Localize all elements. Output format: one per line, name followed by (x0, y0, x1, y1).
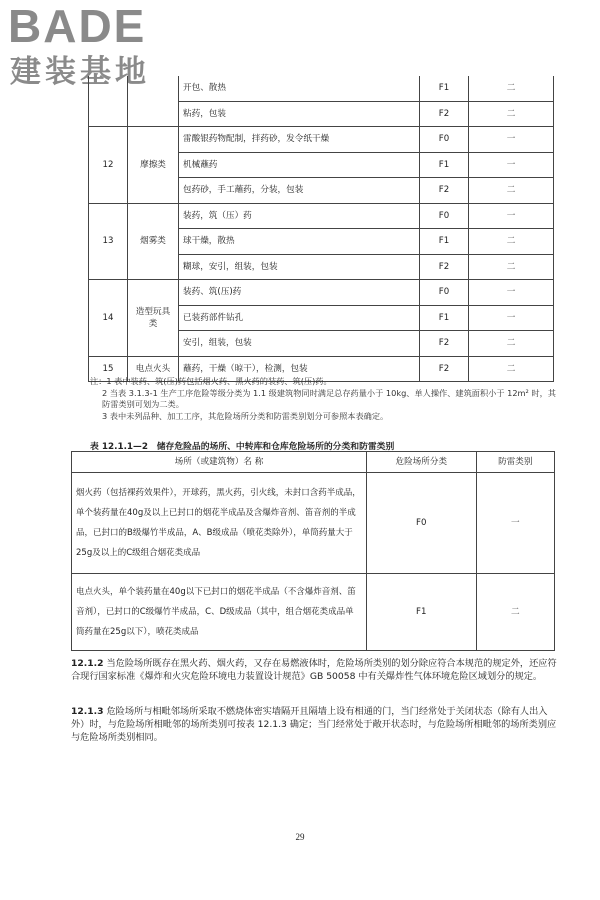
header-hazard: 危险场所分类 (367, 452, 477, 473)
note-1: 注：1 表中装药、筑(压)药包括烟火药、黑火药的装药、筑(压)药。 (90, 376, 332, 386)
cell-class: 二 (469, 101, 554, 127)
paragraph-12-1-2 (71, 657, 561, 683)
logo-chinese: 建装基地 (10, 54, 150, 90)
cell-num: 14 (89, 280, 128, 357)
cell-hazard: F0 (367, 473, 477, 574)
cell-category: 烟雾类 (128, 203, 179, 280)
cell-process: 雷酸银药物配制，拌药砂，发令纸干燥 (179, 127, 420, 153)
cell-num: 12 (89, 127, 128, 204)
cell-hazard: F1 (420, 229, 469, 255)
table-header-row (72, 452, 555, 473)
cell-hazard: F0 (420, 203, 469, 229)
cell-class: 一 (469, 203, 554, 229)
header-class: 防雷类别 (476, 452, 554, 473)
table-row (89, 203, 554, 229)
cell-process: 已装药部件钻孔 (179, 305, 420, 331)
cell-class: 二 (469, 76, 554, 101)
cell-process: 球干燥，散热 (179, 229, 420, 255)
table-caption: 表 12.1.1—2 储存危险品的场所、中转库和仓库危险场所的分类和防雷类别 (90, 442, 395, 452)
cell-process: 蘸药，干燥（晾干），检测，包装 (179, 356, 420, 382)
clause-number: 12.1.3 (71, 706, 104, 717)
cell-class: 二 (476, 574, 554, 651)
cell-place: 烟火药（包括裸药效果件），开球药，黑火药，引火线，未封口含药半成品，单个装药量在40g及以上已封口的烟花半成品及含爆炸音剂、笛音剂的半成品，已封口的B级爆竹半成品，A、B级成品（喷花类除外），单筒药量大于25g及以上的C级组合烟花类成品 (72, 473, 367, 574)
cell-num (89, 76, 128, 127)
cell-hazard: F2 (420, 178, 469, 204)
clause-text: 当危险场所既存在黑火药、烟火药，又存在易燃液体时，危险场所类别的划分除应符合本规范的规定外，还应符合现行国家标准《爆炸和火灾危险环境电力装置设计规范》GB 50058 中有关爆炸性气体环境危险区域划分的规定。 (71, 658, 557, 682)
cell-hazard: F1 (420, 305, 469, 331)
cell-process: 装药，筑（压）药 (179, 203, 420, 229)
cell-num: 13 (89, 203, 128, 280)
cell-hazard: F2 (420, 101, 469, 127)
cell-class: 一 (469, 280, 554, 306)
note-3: 3 表中未列品种、加工工序，其危险场所分类和防雷类别划分可参照本表确定。 (102, 410, 389, 421)
table-notes (90, 376, 560, 422)
cell-hazard: F0 (420, 127, 469, 153)
cell-hazard: F0 (420, 280, 469, 306)
cell-hazard: F2 (420, 356, 469, 382)
cell-class: 二 (469, 254, 554, 280)
cell-class: 二 (469, 178, 554, 204)
table-row (72, 574, 555, 651)
cell-place: 电点火头，单个装药量在40g以下已封口的烟花半成品（不含爆炸音剂、笛音剂），已封口的C级爆竹半成品，C、D级成品（其中，组合烟花类成品单筒药量在25g以下），喷花类成品 (72, 574, 367, 651)
note-2: 2 当表 3.1.3-1 生产工序危险等级分类为 1.1 级建筑物同时满足总存药量小于 10kg、单人操作、建筑面积小于 12m² 时，其防雷类别可划为二类。 (102, 387, 556, 409)
table-row (72, 473, 555, 574)
paragraph-12-1-3 (71, 705, 561, 744)
cell-hazard: F1 (420, 152, 469, 178)
cell-process: 安引，组装，包装 (179, 331, 420, 357)
logo-brand: BADE (8, 0, 147, 52)
cell-process: 装药、筑(压)药 (179, 280, 420, 306)
page-number: 29 (295, 832, 305, 842)
cell-class: 二 (469, 229, 554, 255)
cell-class: 二 (469, 331, 554, 357)
cell-category (128, 76, 179, 127)
cell-process: 粘药，包装 (179, 101, 420, 127)
header-place: 场所（或建筑物）名 称 (72, 452, 367, 473)
clause-number: 12.1.2 (71, 658, 104, 669)
cell-process: 机械蘸药 (179, 152, 420, 178)
cell-class: 一 (469, 305, 554, 331)
cell-process: 开包、散热 (179, 76, 420, 101)
cell-category: 电点火头 (128, 356, 179, 382)
cell-class: 一 (469, 152, 554, 178)
cell-hazard: F2 (420, 331, 469, 357)
table-process-classification (88, 76, 554, 382)
cell-class: 一 (476, 473, 554, 574)
cell-hazard: F1 (367, 574, 477, 651)
cell-class: 二 (469, 356, 554, 382)
table-storage-classification (71, 451, 555, 651)
cell-num: 15 (89, 356, 128, 382)
clause-text: 危险场所与相毗邻场所采取不燃烧体密实墙隔开且隔墙上设有相通的门，当门经常处于关闭状态（除有人出入外）时，与危险场所相毗邻的场所类别可按表 12.1.3 确定；当门经常处于敞开状态时，与危险场所相毗邻的场所类别应与危险场所类别相同。 (71, 706, 557, 743)
table-row (89, 280, 554, 306)
cell-process: 包药砂，手工蘸药，分装，包装 (179, 178, 420, 204)
cell-class: 一 (469, 127, 554, 153)
cell-process: 糊球，安引，组装，包装 (179, 254, 420, 280)
cell-category: 造型玩具类 (128, 280, 179, 357)
cell-hazard: F2 (420, 254, 469, 280)
table-row (89, 76, 554, 101)
cell-hazard: F1 (420, 76, 469, 101)
cell-category: 摩擦类 (128, 127, 179, 204)
table-row (89, 127, 554, 153)
